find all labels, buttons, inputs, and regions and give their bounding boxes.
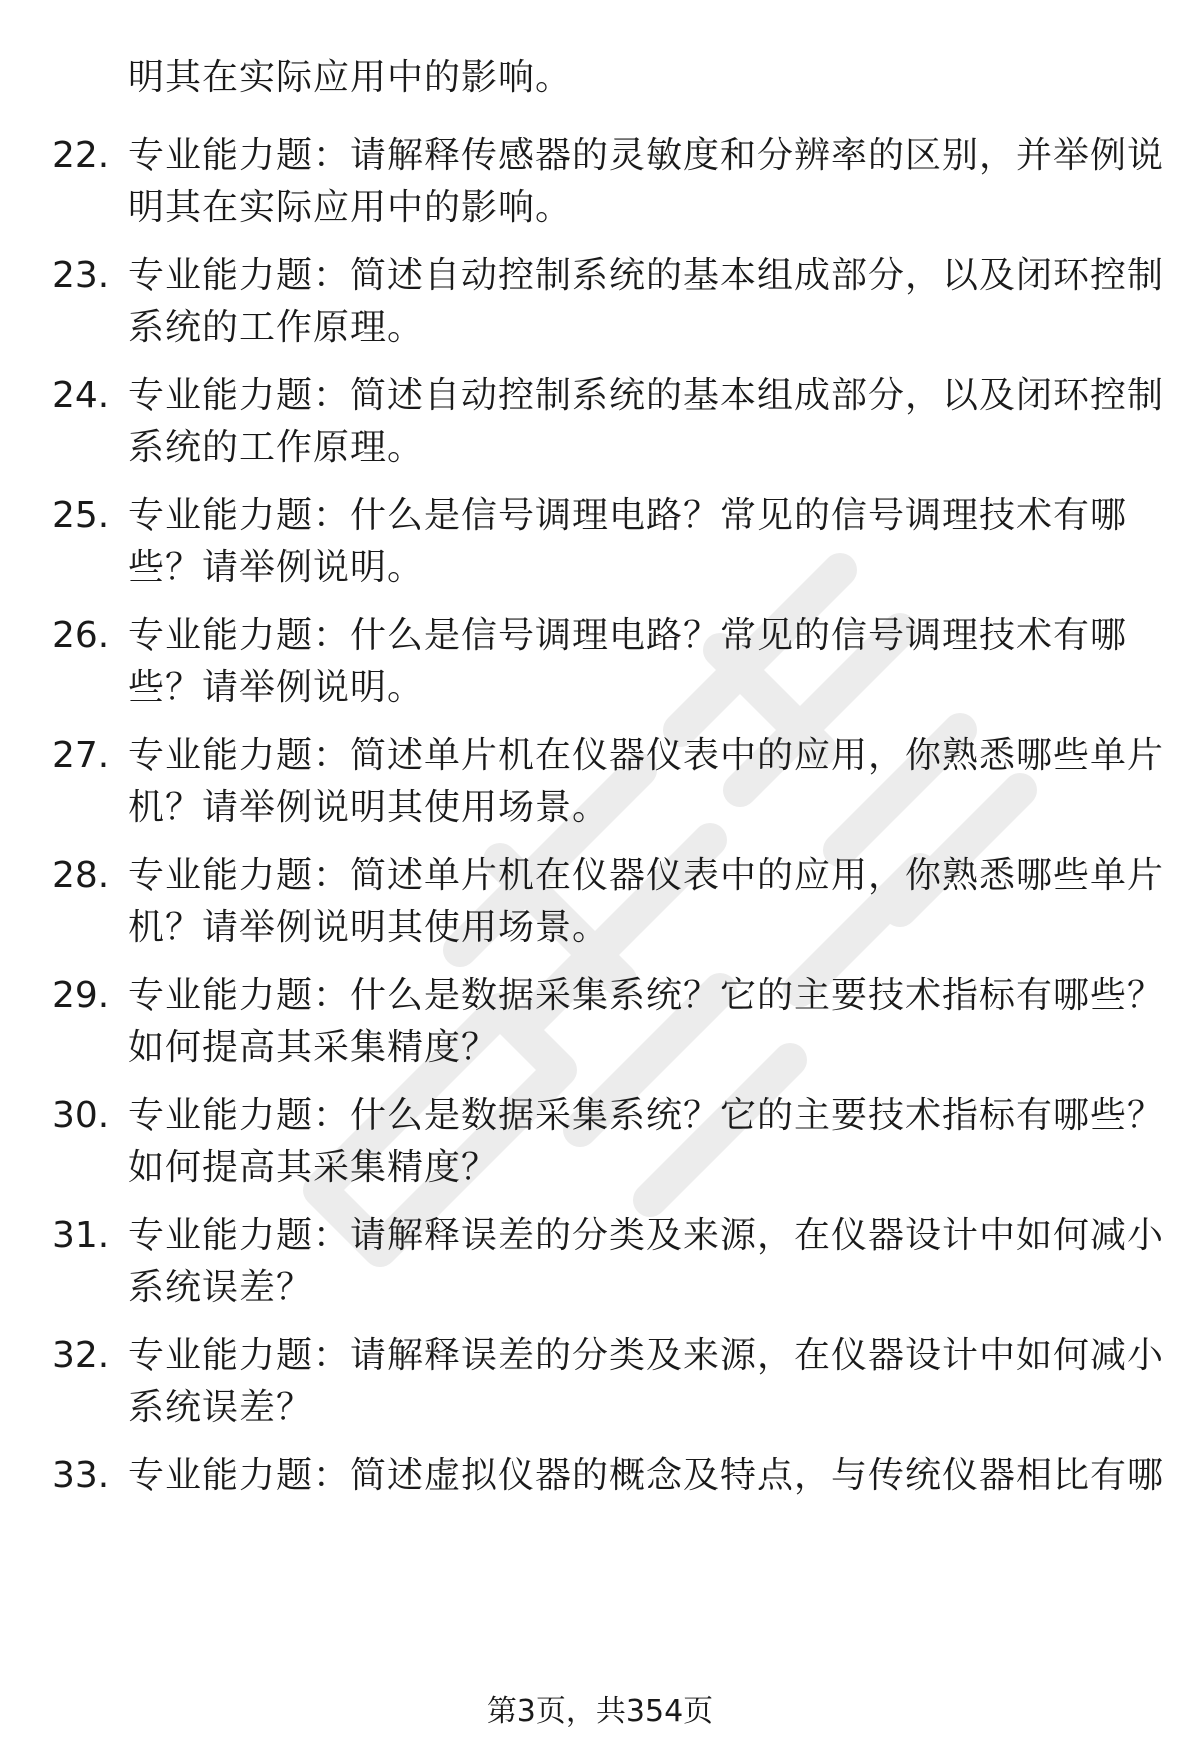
question-number: 33. [52, 1455, 110, 1496]
question-text-line: 机？请举例说明其使用场景。 [128, 907, 610, 948]
question-text-line: 明其在实际应用中的影响。 [128, 57, 573, 98]
question-text-line: 专业能力题：什么是数据采集系统？它的主要技术指标有哪些？ [128, 975, 1165, 1016]
question-text-line: 系统的工作原理。 [128, 427, 425, 468]
question-text-line: 专业能力题：什么是信号调理电路？常见的信号调理技术有哪 [128, 615, 1128, 656]
question-text-line: 些？请举例说明。 [128, 667, 425, 708]
question-text-line: 专业能力题：简述单片机在仪器仪表中的应用，你熟悉哪些单片 [128, 735, 1165, 776]
page-footer: 第3页，共354页 [486, 1694, 714, 1729]
question-text-line: 如何提高其采集精度？ [128, 1147, 499, 1188]
question-number: 30. [52, 1095, 110, 1136]
question-text-line: 专业能力题：请解释传感器的灵敏度和分辨率的区别，并举例说 [128, 135, 1165, 176]
question-number: 25. [52, 495, 110, 536]
question-number: 24. [52, 375, 110, 416]
question-number: 23. [52, 255, 110, 296]
question-text-line: 系统误差？ [128, 1267, 314, 1308]
question-number: 29. [52, 975, 110, 1016]
question-text-line: 明其在实际应用中的影响。 [128, 187, 573, 228]
question-text-line: 专业能力题：简述自动控制系统的基本组成部分，以及闭环控制 [128, 255, 1165, 296]
question-text-line: 如何提高其采集精度？ [128, 1027, 499, 1068]
question-text-line: 机？请举例说明其使用场景。 [128, 787, 610, 828]
question-text-line: 系统的工作原理。 [128, 307, 425, 348]
question-number: 31. [52, 1215, 110, 1256]
question-text-line: 专业能力题：简述自动控制系统的基本组成部分，以及闭环控制 [128, 375, 1165, 416]
question-number: 28. [52, 855, 110, 896]
question-text-line: 专业能力题：请解释误差的分类及来源，在仪器设计中如何减小 [128, 1215, 1165, 1256]
question-text-line: 些？请举例说明。 [128, 547, 425, 588]
question-text-line: 专业能力题：什么是数据采集系统？它的主要技术指标有哪些？ [128, 1095, 1165, 1136]
question-number: 32. [52, 1335, 110, 1376]
question-number: 27. [52, 735, 110, 776]
question-text-line: 系统误差？ [128, 1387, 314, 1428]
question-text-line: 专业能力题：简述虚拟仪器的概念及特点，与传统仪器相比有哪 [128, 1455, 1165, 1496]
question-text-line: 专业能力题：简述单片机在仪器仪表中的应用，你熟悉哪些单片 [128, 855, 1165, 896]
question-text-line: 专业能力题：什么是信号调理电路？常见的信号调理技术有哪 [128, 495, 1128, 536]
question-text-line: 专业能力题：请解释误差的分类及来源，在仪器设计中如何减小 [128, 1335, 1165, 1376]
question-number: 22. [52, 135, 110, 176]
question-number: 26. [52, 615, 110, 656]
